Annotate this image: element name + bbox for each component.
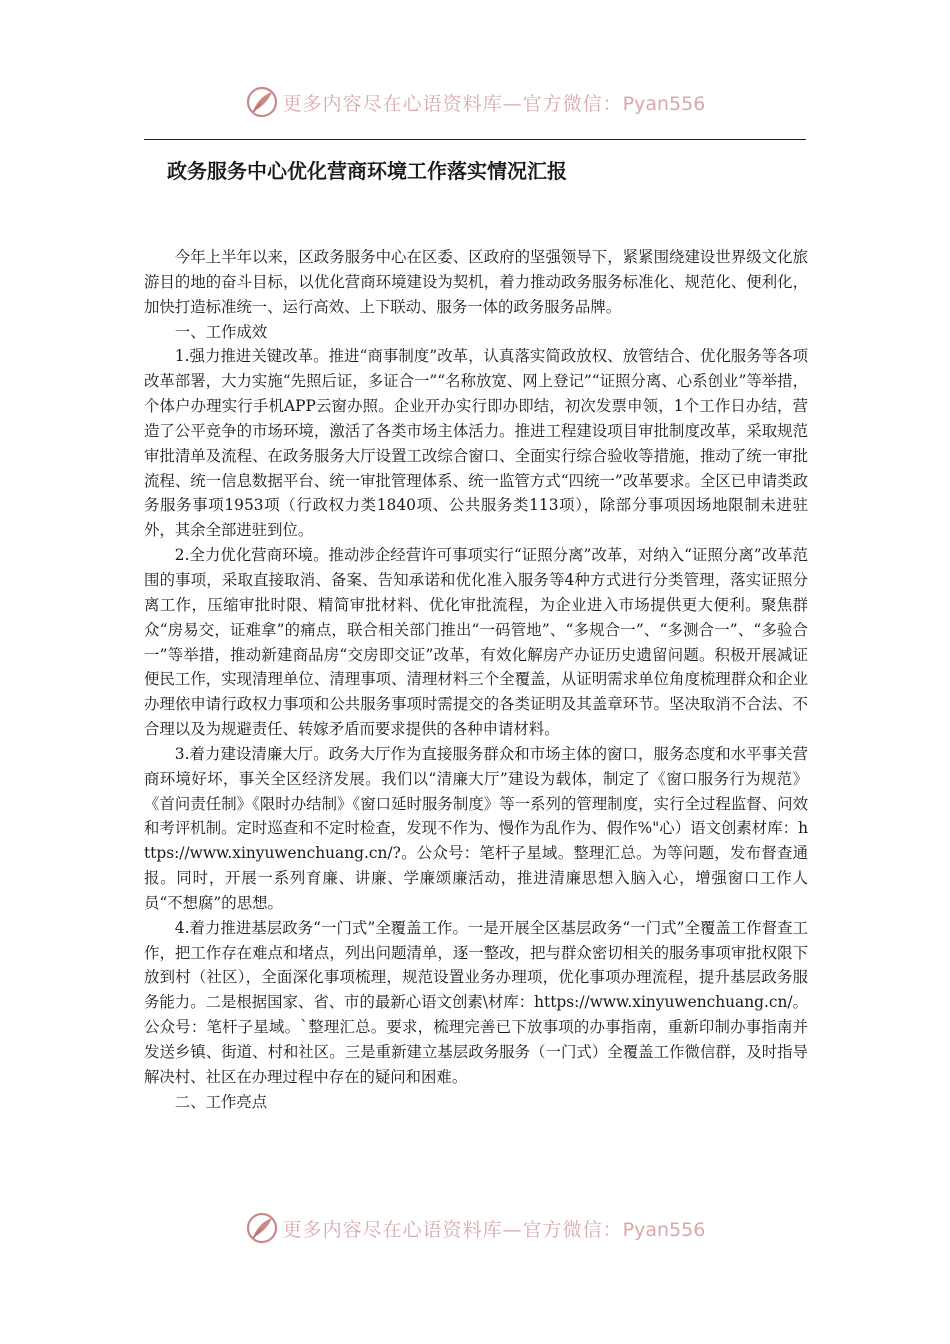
section-heading-results: 一、工作成效: [174, 322, 268, 341]
banner-text: 更多内容尽在心语资料库—官方微信：Pyan556: [282, 92, 706, 115]
paragraph-clean-hall: 3.着力建设清廉大厅。政务大厅作为直接服务群众和市场主体的窗口，服务态度和水平事关营商环境好坏，事关全区经济发展。我们以“清廉大厅”建设为载体，制定了《窗口服务行为规范》《首问责任制》《限时办结制》《窗口延时服务制度》等一系列的管理制度，实行全过程监督、问效和考评机制。定时巡查和不定时检查，发现不作为、慢作为乱作为、假作%"心）语文创素材库：https://www.xinyuwenchuang.cn/?。公众号：笔杆子星域。整理汇总。为等问题，发布督查通报。同时，开展一系列育廉、讲廉、学廉颂廉活动，推进清廉思想入脑入心，增强窗口工作人员“不想腐”的思想。: [144, 744, 808, 912]
paragraph-business-environment: 2.全力优化营商环境。推动涉企经营许可事项实行“证照分离”改革，对纳入“证照分离”改革范围的事项，采取直接取消、备案、告知承诺和优化准入服务等4种方式进行分类管理，落实证照分离工作，压缩审批时限、精简审批材料、优化审批流程，为企业进入市场提供更大便利。聚焦群众“房易交，证难拿”的痛点，联合相关部门推出“一码管地”、“多规合一”、“多测合一”、“多验合一”等举措，推动新建商品房“交房即交证”改革，有效化解房产办证历史遗留问题。积极开展减证便民工作，实现清理单位、清理事项、清理材料三个全覆盖，从证明需求单位角度梳理群众和企业办理依申请行政权力事项和公共服务事项时需提交的各类证明及其盖章环节。坚决取消不合法、不合理以及为规避责任、转嫁矛盾而要求提供的各种申请材料。: [144, 546, 808, 739]
quill-logo-icon: [245, 1211, 279, 1245]
section-heading-highlights: 二、工作亮点: [174, 1092, 268, 1111]
paragraph-reform: 1.强力推进关键改革。推进“商事制度”改革，认真落实简政放权、放管结合、优化服务等各项改革部署，大力实施“先照后证，多证合一”“名称放宽、网上登记”“证照分离、心系创业”等举措，个体户办理实行手机APP云窗办照。企业开办实行即办即结，初次发票申领，1个工作日办结，营造了公平竞争的市场环境，激活了各类市场主体活力。推进工程建设项目审批制度改革，采取规范审批清单及流程、在政务服务大厅设置工改综合窗口、全面实行综合验收等措施，推动了统一审批流程、统一信息数据平台、统一审批管理体系、统一监管方式“四统一”改革要求。全区已申请类政务服务事项1953项（行政权力类1840项、公共服务类113项），除部分事项因场地限制未进驻外，其余全部进驻到位。: [144, 347, 808, 540]
header-divider: [144, 139, 806, 140]
paragraph-one-stop-service: 4.着力推进基层政务“一门式”全覆盖工作。一是开展全区基层政务“一门式”全覆盖工作督查工作，把工作存在难点和堵点，列出问题清单，逐一整改，把与群众密切相关的服务事项审批权限下放到村（社区），全面深化事项梳理，规范设置业务办理项，优化事项办理流程，提升基层政务服务能力。二是根据国家、省、市的最新心语文创素\材库：https://www.xinyuwenchuang.cn/。公众号：笔杆子星域。`整理汇总。要求，梳理完善已下放事项的办事指南，重新印制办事指南并发送乡镇、街道、村和社区。三是重新建立基层政务服务（一门式）全覆盖工作微信群，及时指导解决村、社区在办理过程中存在的疑问和困难。: [144, 918, 808, 1086]
banner-text: 更多内容尽在心语资料库—官方微信：Pyan556: [282, 1218, 706, 1241]
wechat-id: Pyan556: [622, 1218, 706, 1241]
wechat-id: Pyan556: [622, 92, 706, 115]
intro-paragraph: 今年上半年以来，区政务服务中心在区委、区政府的坚强领导下，紧紧围绕建设世界级文化旅游目的地的奋斗目标，以优化营商环境建设为契机，着力推动政务服务标准化、规范化、便利化，加快打造标准统一、运行高效、上下联动、服务一体的政务服务品牌。: [144, 248, 808, 316]
document-title: 政务服务中心优化营商环境工作落实情况汇报: [167, 159, 567, 183]
document-body: [144, 245, 808, 1115]
header-watermark-banner: [0, 82, 950, 122]
footer-watermark-banner: [0, 1208, 950, 1248]
quill-logo-icon: [245, 85, 279, 119]
